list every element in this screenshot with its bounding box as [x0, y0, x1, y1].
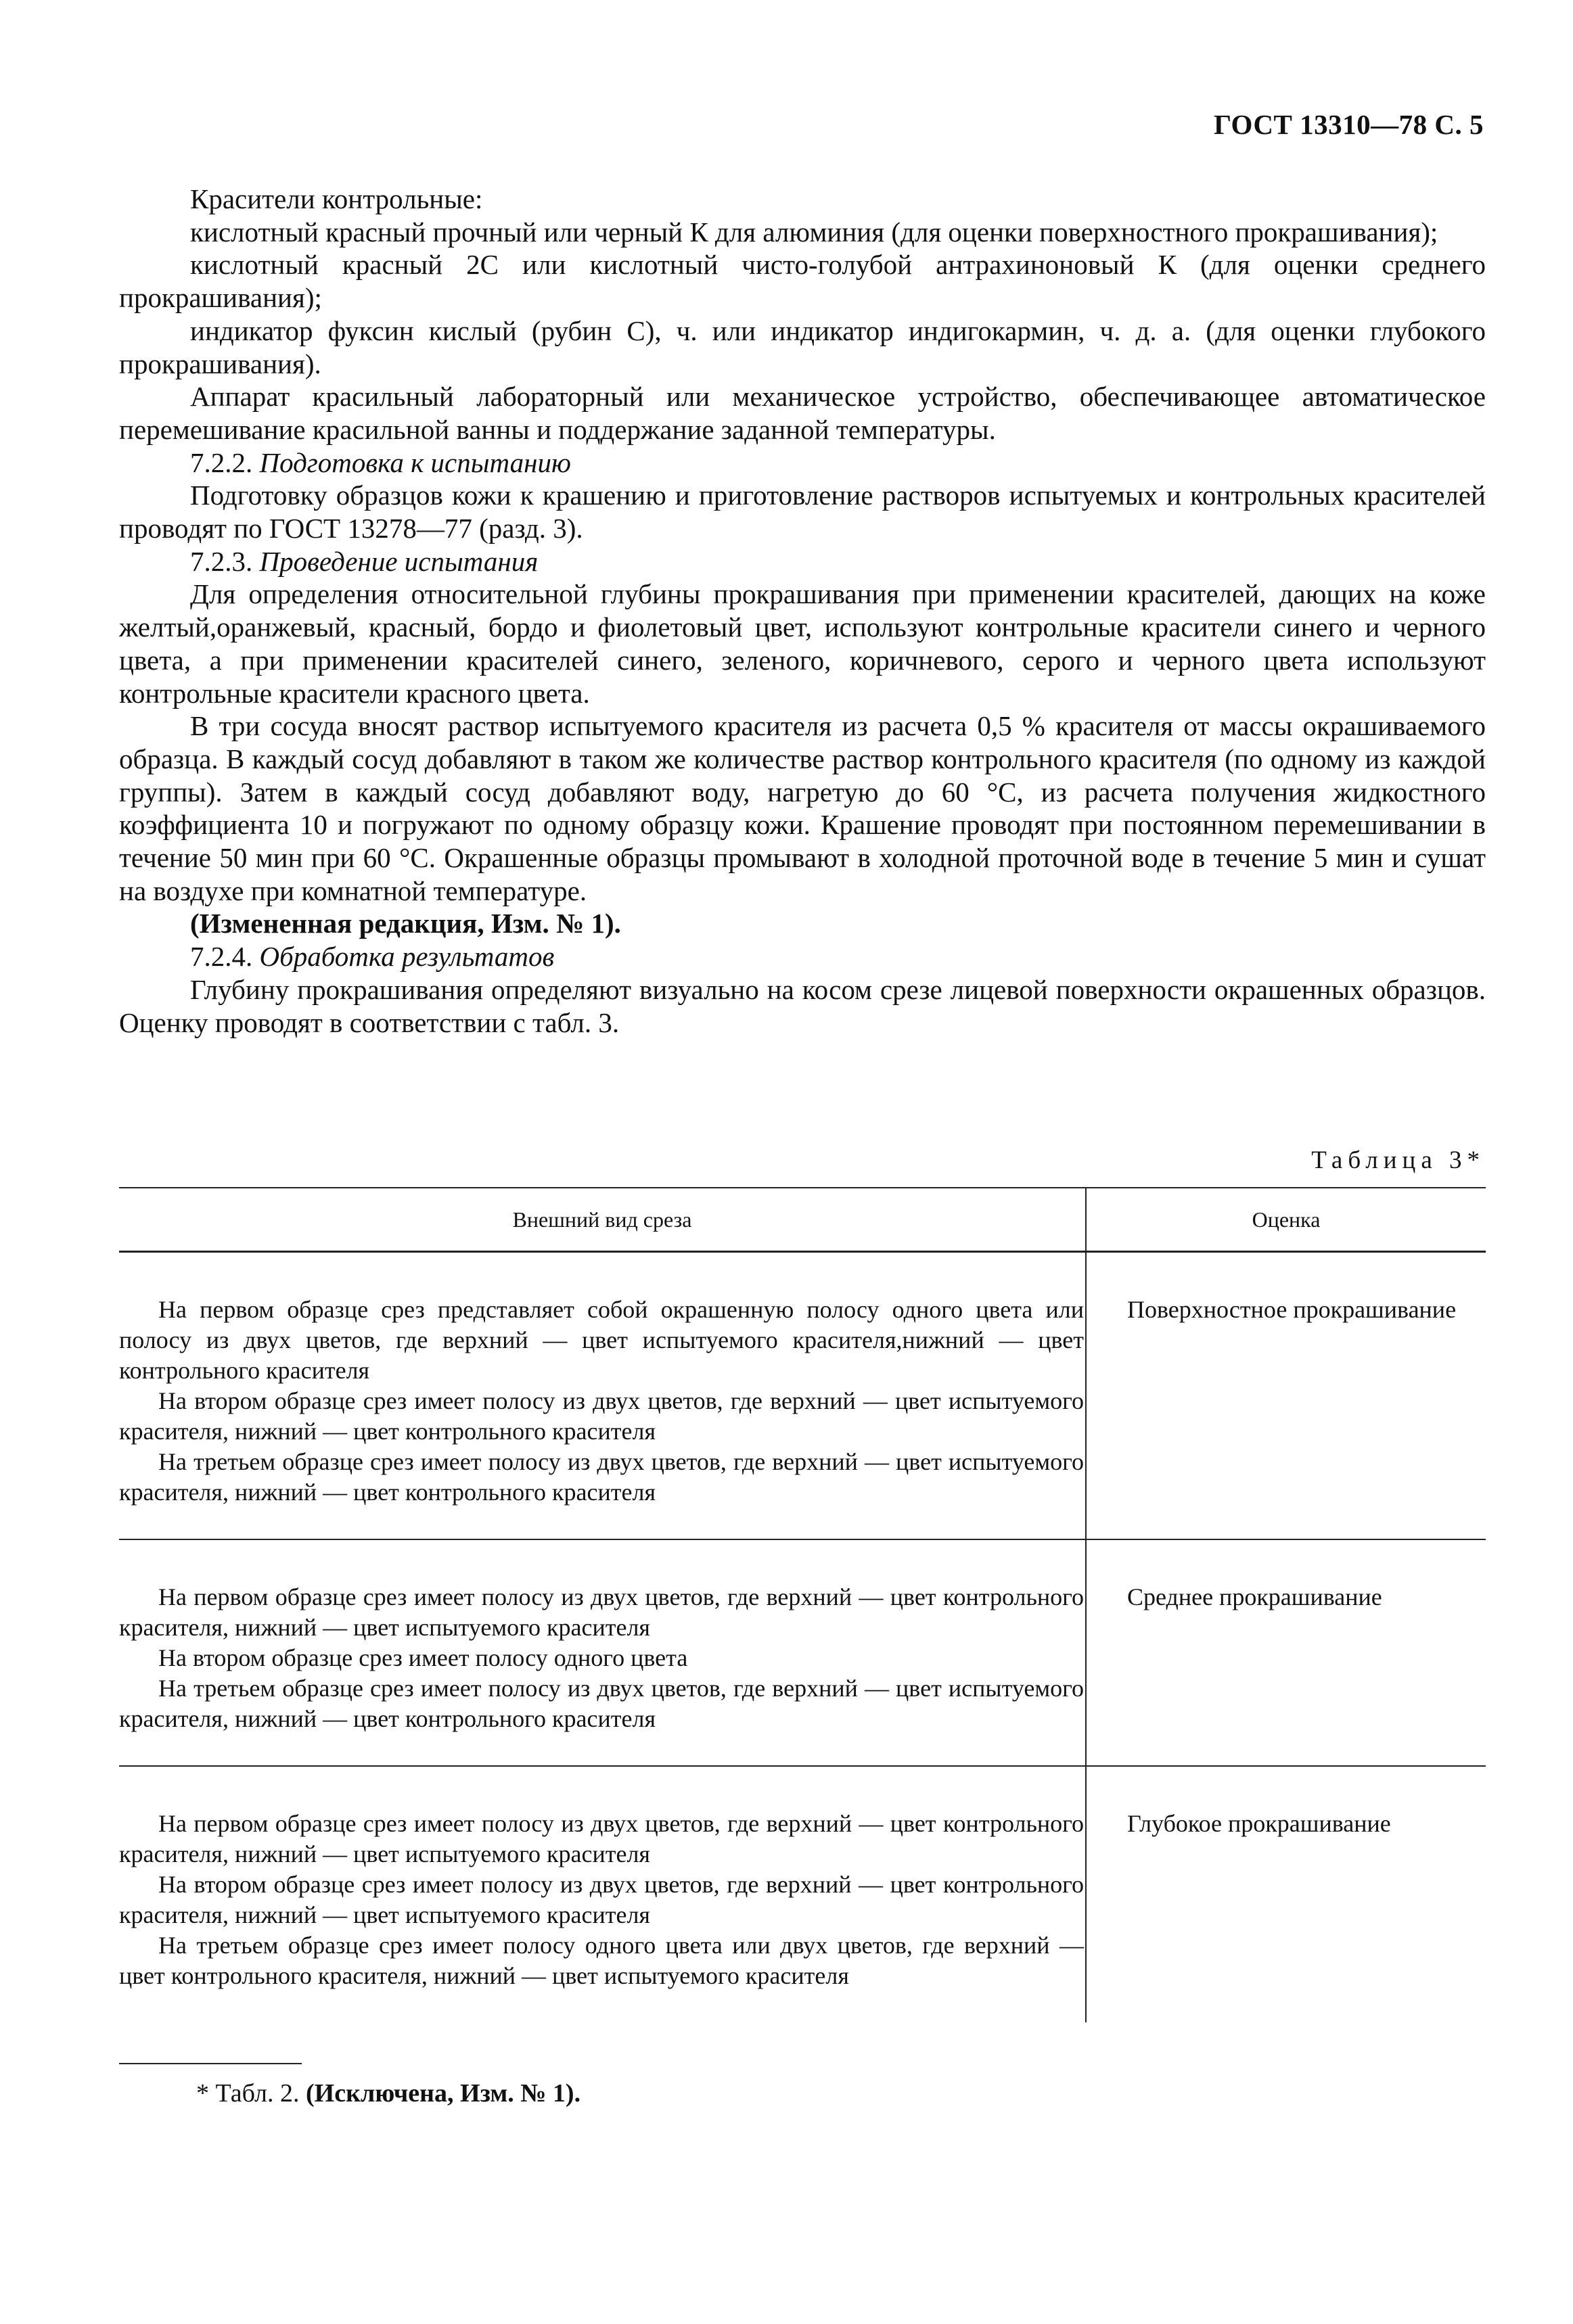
footnote-prefix: * Табл. 2.: [196, 2079, 300, 2108]
section-7-2-2-text: Подготовку образцов кожи к крашению и приготовление растворов испытуемых и контрольных красителей проводят по ГОСТ 13278—77 (разд. 3).: [119, 480, 1486, 544]
section-7-2-2-heading: [119, 446, 1486, 480]
assessment-cell: Глубокое прокрашивание: [1086, 1766, 1486, 2022]
dye-item-1: кислотный красный прочный или черный К для алюминия (для оценки поверхностного прокрашивания);: [190, 216, 1438, 248]
section-7-2-3-heading: [119, 545, 1486, 578]
assessment-table: [119, 1187, 1486, 2022]
section-7-2-3-text-1: Для определения относительной глубины прокрашивания при применении красителей, дающих на коже желтый,оранжевый, красный, бордо и фиолетовый цвет, используют контрольные красители синего и черного цвета, а при применении красителей синего, зеленого, коричневого, серого и черного цвета используют контрольные красители красного цвета.: [119, 578, 1486, 709]
table-row: [119, 1539, 1486, 1766]
document-body: [119, 183, 1486, 1039]
footnote-note: (Исключена, Изм. № 1).: [305, 2079, 581, 2108]
appearance-cell: [119, 1539, 1086, 1766]
description-line: На втором образце срез имеет полосу из двух цветов, где верхний — цвет испытуемого красителя, нижний — цвет контрольного красителя: [119, 1387, 1084, 1445]
description-line: На первом образце срез имеет полосу из двух цветов, где верхний — цвет контрольного красителя, нижний — цвет испытуемого красителя: [119, 1583, 1084, 1641]
section-7-2-4-text: Глубину прокрашивания определяют визуально на косом срезе лицевой поверхности окрашенных образцов. Оценку проводят в соответствии с табл. 3.: [119, 973, 1486, 1038]
section-number: 7.2.4.: [190, 941, 253, 973]
description-line: На втором образце срез имеет полосу из двух цветов, где верхний — цвет контрольного красителя, нижний — цвет испытуемого красителя: [119, 1871, 1084, 1928]
table-header-row: [119, 1188, 1486, 1252]
dye-item-3: индикатор фуксин кислый (рубин С), ч. или индикатор индигокармин, ч. д. а. (для оценки глубокого прокрашивания).: [119, 315, 1486, 379]
section-title: Проведение испытания: [259, 545, 539, 577]
table-row: [119, 1252, 1486, 1540]
section-title: Обработка результатов: [259, 941, 555, 973]
amendment-note: (Измененная редакция, Изм. № 1).: [190, 908, 621, 939]
section-7-2-3-text-2: В три сосуда вносят раствор испытуемого красителя из расчета 0,5 % красителя от массы окрашиваемого образца. В каждый сосуд добавляют в таком же количестве раствор контрольного красителя (по одному из каждой группы). Затем в каждый сосуд добавляют воду, нагретую до 60 °С, из расчета получения жидкостного коэффициента 10 и погружают по одному образцу кожи. Крашение проводят при постоянном перемешивании в течение 50 мин при 60 °С. Окрашенные образцы промывают в холодной проточной воде в течение 5 мин и сушат на воздухе при комнатной температуре.: [119, 710, 1486, 906]
table-row: [119, 1766, 1486, 2022]
description-line: На третьем образце срез имеет полосу из двух цветов, где верхний — цвет испытуемого красителя, нижний — цвет контрольного красителя: [119, 1448, 1084, 1506]
assessment-cell: Среднее прокрашивание: [1086, 1539, 1486, 1766]
description-line: На первом образце срез представляет собой окрашенную полосу одного цвета или полосу из двух цветов, где верхний — цвет испытуемого красителя,нижний — цвет контрольного красителя: [119, 1296, 1084, 1384]
description-line: На третьем образце срез имеет полосу одного цвета или двух цветов, где верхний — цвет контрольного красителя, нижний — цвет испытуемого красителя: [119, 1932, 1084, 1989]
table-caption: Таблица 3*: [1311, 1146, 1485, 1174]
assessment-cell: Поверхностное прокрашивание: [1127, 1296, 1457, 1323]
section-number: 7.2.3.: [190, 545, 253, 577]
section-title: Подготовка к испытанию: [259, 446, 571, 478]
section-7-2-4-heading: [119, 940, 1486, 973]
description-line: На третьем образце срез имеет полосу из двух цветов, где верхний — цвет испытуемого красителя, нижний — цвет контрольного красителя: [119, 1675, 1084, 1732]
appearance-cell: [119, 1766, 1086, 2022]
page-header: ГОСТ 13310—78 С. 5: [1213, 109, 1484, 140]
footnote-divider: [119, 2063, 302, 2064]
description-line: На втором образце срез имеет полосу одного цвета: [158, 1644, 688, 1671]
footnote: [196, 2078, 580, 2108]
section-number: 7.2.2.: [190, 446, 253, 478]
column-header-assessment: Оценка: [1086, 1188, 1486, 1252]
dye-item-2: кислотный красный 2С или кислотный чисто-голубой антрахиноновый К (для оценки среднего прокрашивания);: [119, 249, 1486, 314]
apparatus-paragraph: Аппарат красильный лабораторный или механическое устройство, обеспечивающее автоматическое перемешивание красильной ванны и поддержание заданной температуры.: [119, 381, 1486, 445]
description-line: На первом образце срез имеет полосу из двух цветов, где верхний — цвет контрольного красителя, нижний — цвет испытуемого красителя: [119, 1810, 1084, 1867]
column-header-appearance: Внешний вид среза: [119, 1188, 1086, 1252]
dyes-heading: Красители контрольные:: [190, 183, 483, 214]
appearance-cell: [119, 1252, 1086, 1540]
